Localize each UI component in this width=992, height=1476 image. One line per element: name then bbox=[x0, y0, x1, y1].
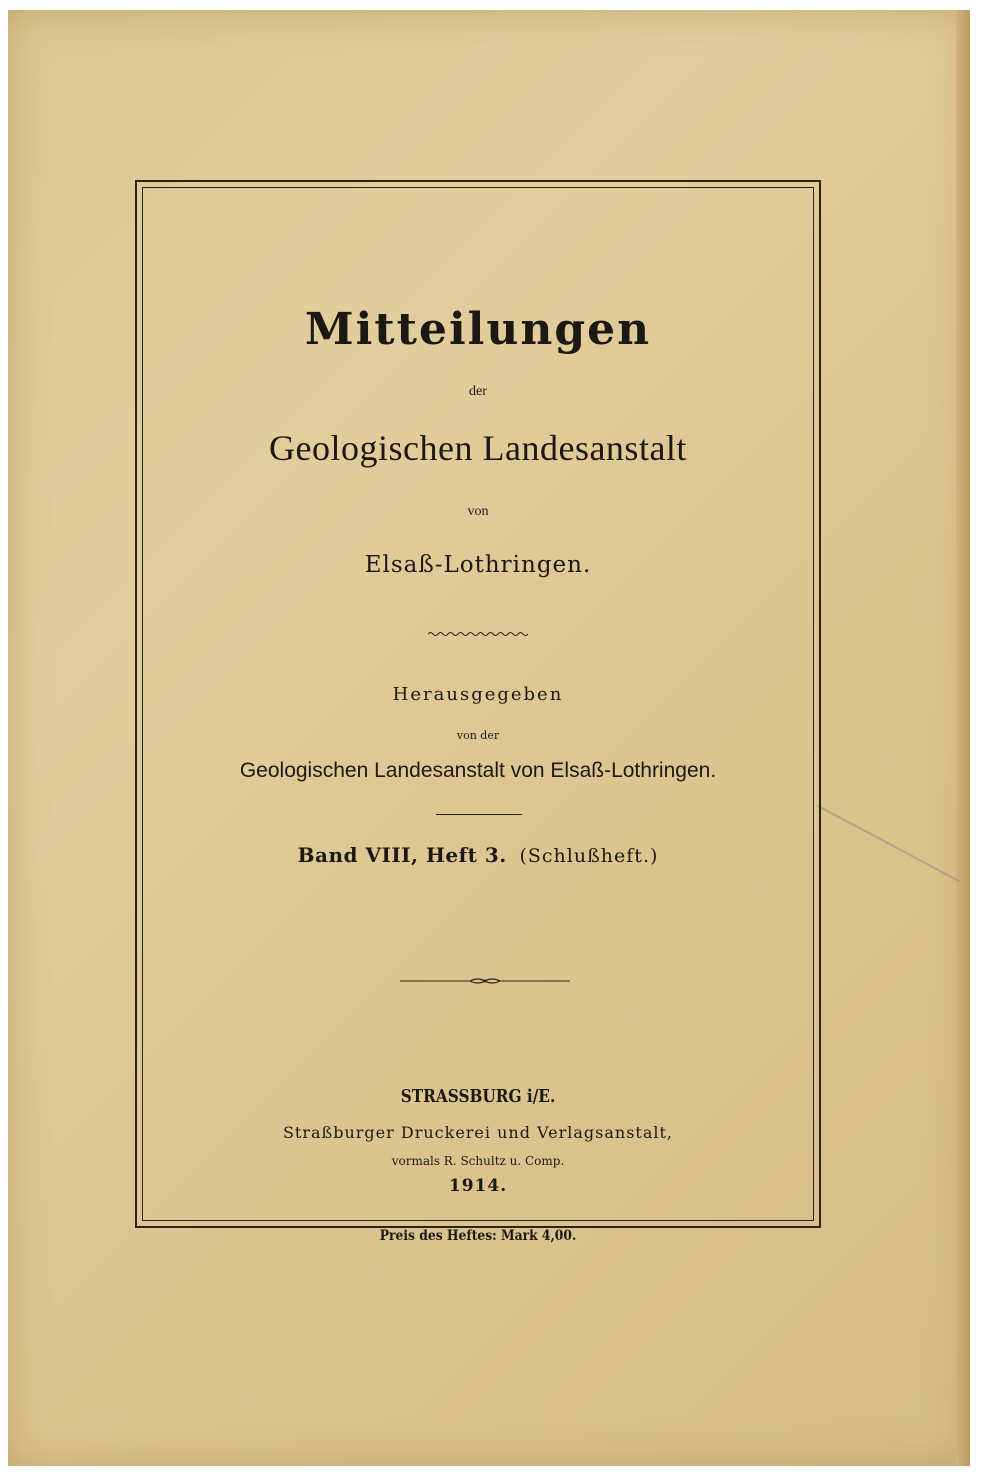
cover-frame bbox=[135, 180, 821, 1228]
title-connector-von: von bbox=[467, 504, 489, 519]
short-divider bbox=[436, 814, 522, 815]
issue-price: Preis des Heftes: Mark 4,00. bbox=[379, 1228, 577, 1244]
printer-name: Straßburger Druckerei und Verlagsanstalt, bbox=[282, 1123, 674, 1142]
journal-title: Mitteilungen bbox=[304, 304, 652, 355]
title-connector-der: der bbox=[469, 384, 487, 399]
wavy-divider bbox=[428, 630, 528, 638]
institution-name: Geologischen Landesanstalt bbox=[269, 428, 687, 468]
edited-by-label: Herausgegeben bbox=[392, 684, 564, 705]
volume-line bbox=[137, 843, 819, 867]
region-name: Elsaß-Lothringen. bbox=[364, 552, 592, 578]
editor-institution: Geologischen Landesanstalt von Elsaß-Lothringen. bbox=[239, 759, 717, 782]
paper-crease bbox=[818, 805, 960, 882]
publication-city: STRASSBURG i/E. bbox=[400, 1086, 556, 1107]
ornament-divider bbox=[400, 976, 570, 986]
publication-year: 1914. bbox=[448, 1176, 508, 1196]
final-issue-note: (Schlußheft.) bbox=[519, 845, 659, 867]
edited-by-connector: von der bbox=[456, 729, 500, 742]
printer-former-name: vormals R. Schultz u. Comp. bbox=[391, 1154, 565, 1168]
cover-spine-edge bbox=[956, 10, 970, 1466]
volume-number: Band VIII, Heft 3. bbox=[297, 843, 507, 867]
